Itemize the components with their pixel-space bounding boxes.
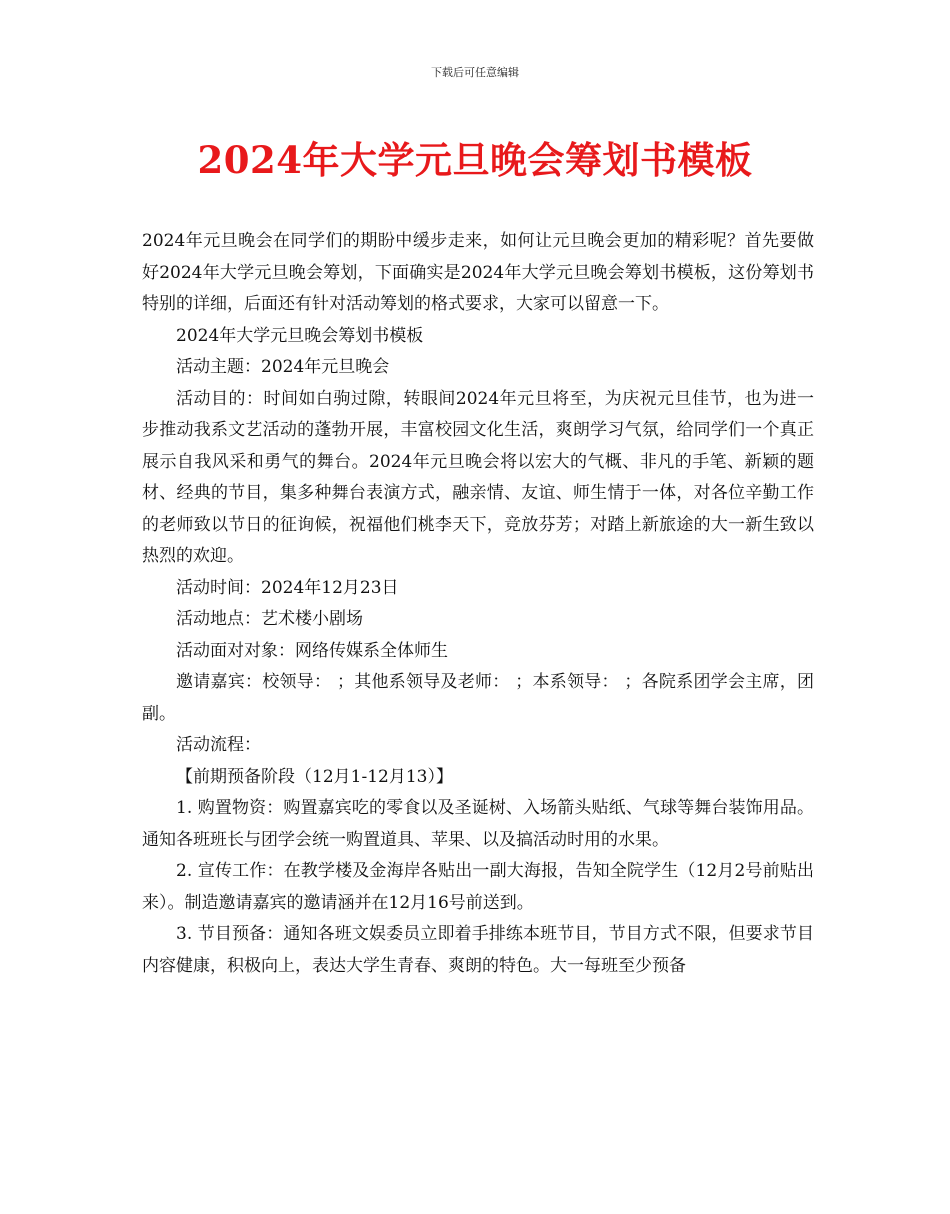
page-header-note: 下载后可任意编辑 — [431, 66, 519, 79]
list-item-publicity: 2. 宣传工作：在教学楼及金海岸各贴出一副大海报，告知全院学生（12月2号前贴出来）。制造邀请嘉宾的邀请涵并在12月16号前送到。 — [142, 861, 814, 913]
invited-guests: 邀请嘉宾：校领导： ；其他系领导及老师： ；本系领导： ；各院系团学会主席，团副。 — [142, 672, 814, 724]
list-item-purchase: 1. 购置物资：购置嘉宾吃的零食以及圣诞树、入场箭头贴纸、气球等舞台装饰用品。通知各班班长与团学会统一购置道具、苹果、以及搞活动时用的水果。 — [142, 798, 814, 850]
activity-purpose: 活动目的：时间如白驹过隙，转眼间2024年元旦将至，为庆祝元旦佳节，也为进一步推动我系文艺活动的蓬勃开展，丰富校园文化生活，爽朗学习气氛，给同学们一个真正展示自我风采和勇气的舞台。2024年元旦晚会将以宏大的气概、非凡的手笔、新颖的题材、经典的节目，集多种舞台表演方式，融亲情、友谊、师生情于一体，对各位辛勤工作的老师致以节日的征询候，祝福他们桃李天下，竞放芬芳；对踏上新旅途的大一新生致以热烈的欢迎。 — [142, 388, 814, 566]
activity-audience: 活动面对对象：网络传媒系全体师生 — [176, 640, 448, 661]
intro-paragraph: 2024年元旦晚会在同学们的期盼中缓步走来，如何让元旦晚会更加的精彩呢？首先要做好2024年大学元旦晚会筹划，下面确实是2024年大学元旦晚会筹划书模板，这份筹划书特别的详细，后面还有针对活动筹划的格式要求，大家可以留意一下。 — [142, 231, 814, 314]
subtitle-line: 2024年大学元旦晚会筹划书模板 — [176, 325, 424, 346]
document-body — [142, 226, 814, 982]
activity-time: 活动时间：2024年12月23日 — [176, 577, 399, 598]
list-item-program: 3. 节目预备：通知各班文娱委员立即着手排练本班节目，节目方式不限，但要求节目内容健康，积极向上，表达大学生青春、爽朗的特色。大一每班至少预备 — [142, 924, 814, 976]
activity-theme: 活动主题：2024年元旦晚会 — [176, 357, 390, 377]
activity-process-heading: 活动流程： — [176, 735, 261, 755]
preparation-stage-heading: 【前期预备阶段（12月1-12月13）】 — [176, 766, 453, 787]
document-title: 2024年大学元旦晚会筹划书模板 — [197, 138, 753, 182]
activity-location: 活动地点：艺术楼小剧场 — [176, 609, 363, 629]
